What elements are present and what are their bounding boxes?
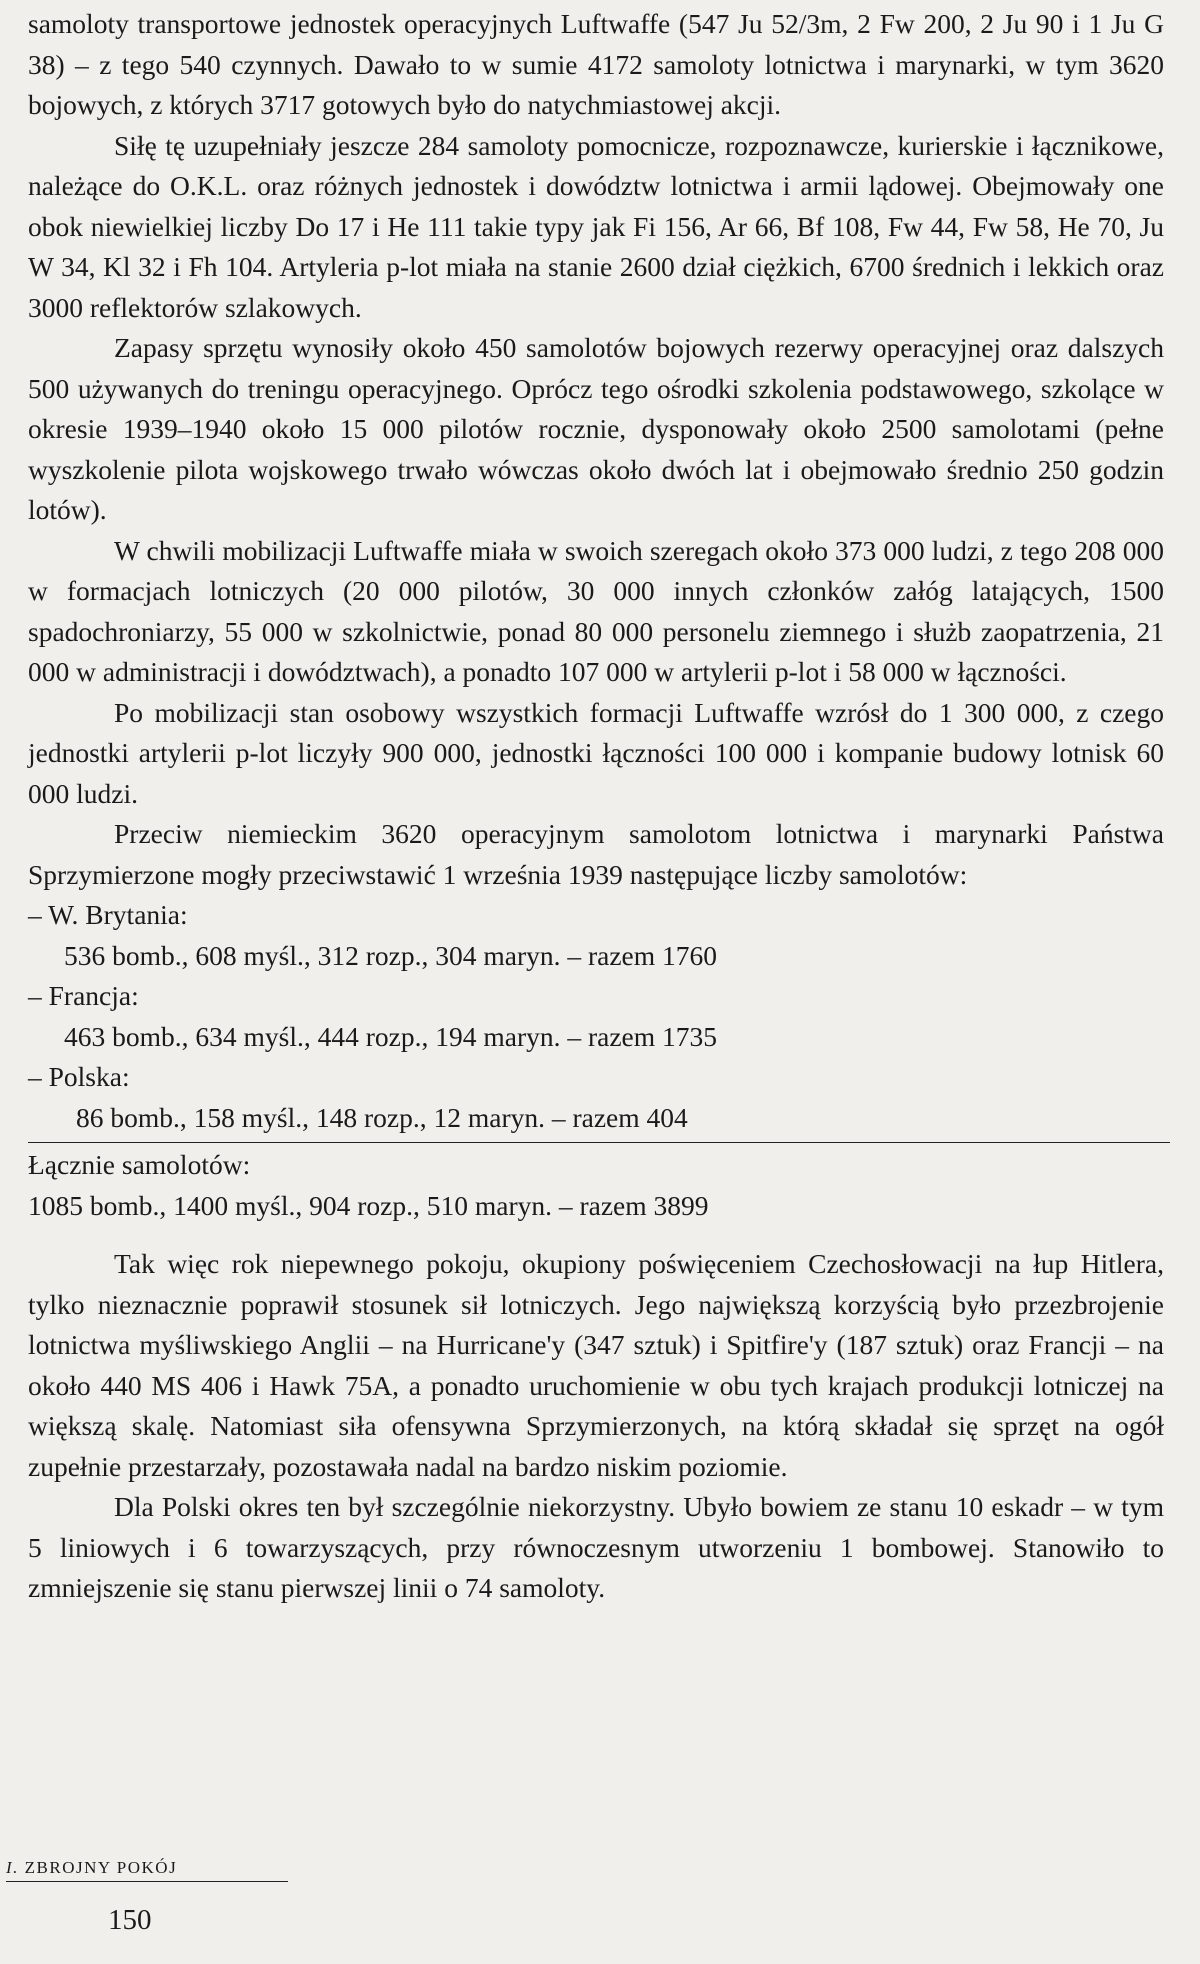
chapter-number: I. [6, 1858, 19, 1877]
paragraph-continuation: samoloty transportowe jednostek operacyjnych Luftwaffe (547 Ju 52/3m, 2 Fw 200, 2 Ju 90 i 1 Ju G 38) – z tego 540 czynnych. Dawało to w sumie 4172 samoloty lotnictwa i marynarki, w tym 3620 bojowych, z których 3717 gotowych było do natychmiastowej akcji. [28, 8, 1164, 120]
paragraph: Zapasy sprzętu wynosiły około 450 samolotów bojowych rezerwy operacyjnej oraz dalszych 500 używanych do treningu operacyjnego. Oprócz tego ośrodki szkolenia podstawowego, szkolące w okresie 1939–1940 około 15 000 pilotów rocznie, dysponowały około 2500 samolotami (pełne wyszkolenie pilota wojskowego trwało wówczas około dwóch lat i obejmowało średnio 250 godzin lotów). [28, 332, 1164, 525]
country-figures: 463 bomb., 634 myśl., 444 rozp., 194 maryn. – razem 1735 [64, 1020, 718, 1052]
body-text [28, 4, 1164, 1609]
country-figures: 86 bomb., 158 myśl., 148 rozp., 12 maryn. – razem 404 [76, 1101, 688, 1133]
paragraph: Po mobilizacji stan osobowy wszystkich formacji Luftwaffe wzrósł do 1 300 000, z czego jednostki artylerii p-lot liczyły 900 000, jednostki łączności 100 000 i kompanie budowy lotnisk 60 000 ludzi. [28, 696, 1164, 809]
country-figures: 536 bomb., 608 myśl., 312 rozp., 304 maryn. – razem 1760 [64, 939, 718, 971]
page-number: 150 [108, 1904, 152, 1936]
country-label: – W. Brytania: [28, 899, 188, 930]
running-footer [6, 1858, 288, 1882]
paragraph: W chwili mobilizacji Luftwaffe miała w swoich szeregach około 373 000 ludzi, z tego 208 000 w formacjach lotniczych (20 000 pilotów, 30 000 innych członków załóg latających, 1500 spadochroniarzy, 55 000 w szkolnictwie, ponad 80 000 personelu ziemnego i służb zaopatrzenia, 21 000 w administracji i dowództwach), a ponadto 107 000 w artylerii p-lot i 58 000 w łączności. [28, 534, 1164, 687]
allied-aircraft-stats [28, 895, 1164, 1226]
paragraph: Przeciw niemieckim 3620 operacyjnym samolotom lotnictwa i marynarki Państwa Sprzymierzone mogły przeciwstawić 1 września 1939 następujące liczby samolotów: [28, 818, 1164, 890]
paragraph: Siłę tę uzupełniały jeszcze 284 samoloty pomocnicze, rozpoznawcze, kurierskie i łącznikowe, należące do O.K.L. oraz różnych jednostek i dowództw lotnictwa i armii lądowej. Obejmowały one obok niewielkiej liczby Do 17 i He 111 takie typy jak Fi 156, Ar 66, Bf 108, Fw 44, Fw 58, He 70, Ju W 34, Kl 32 i Fh 104. Artyleria p-lot miała na stanie 2600 dział ciężkich, 6700 średnich i lekkich oraz 3000 reflektorów szlakowych. [28, 129, 1164, 323]
total-figures: 1085 bomb., 1400 myśl., 904 rozp., 510 maryn. – razem 3899 [28, 1189, 709, 1221]
chapter-title: ZBROJNY POKÓJ [24, 1858, 178, 1877]
spacer [28, 1226, 1164, 1244]
paragraph: Tak więc rok niepewnego pokoju, okupiony poświęceniem Czechosłowacji na łup Hitlera, tylko nieznacznie poprawił stosunek sił lotniczych. Jego największą korzyścią było przezbrojenie lotnictwa myśliwskiego Anglii – na Hurricane'y (347 sztuk) i Spitfire'y (187 sztuk) oraz Francji – na około 440 MS 406 i Hawk 75A, a ponadto uruchomienie w obu tych krajach produkcji lotniczej na większą skalę. Natomiast siła ofensywna Sprzymierzonych, na którą składał się sprzęt na ogół zupełnie przestarzały, pozostawała nadal na bardzo niskim poziomie. [28, 1248, 1164, 1482]
total-label: Łącznie samolotów: [28, 1149, 251, 1180]
country-label: – Francja: [28, 980, 139, 1011]
divider-rule [28, 1142, 1170, 1143]
country-label: – Polska: [28, 1061, 130, 1092]
paragraph: Dla Polski okres ten był szczególnie niekorzystny. Ubyło bowiem ze stanu 10 eskadr – w tym 5 liniowych i 6 towarzyszących, przy równoczesnym utworzeniu 1 bombowej. Stanowiło to zmniejszenie się stanu pierwszej linii o 74 samoloty. [28, 1491, 1164, 1603]
